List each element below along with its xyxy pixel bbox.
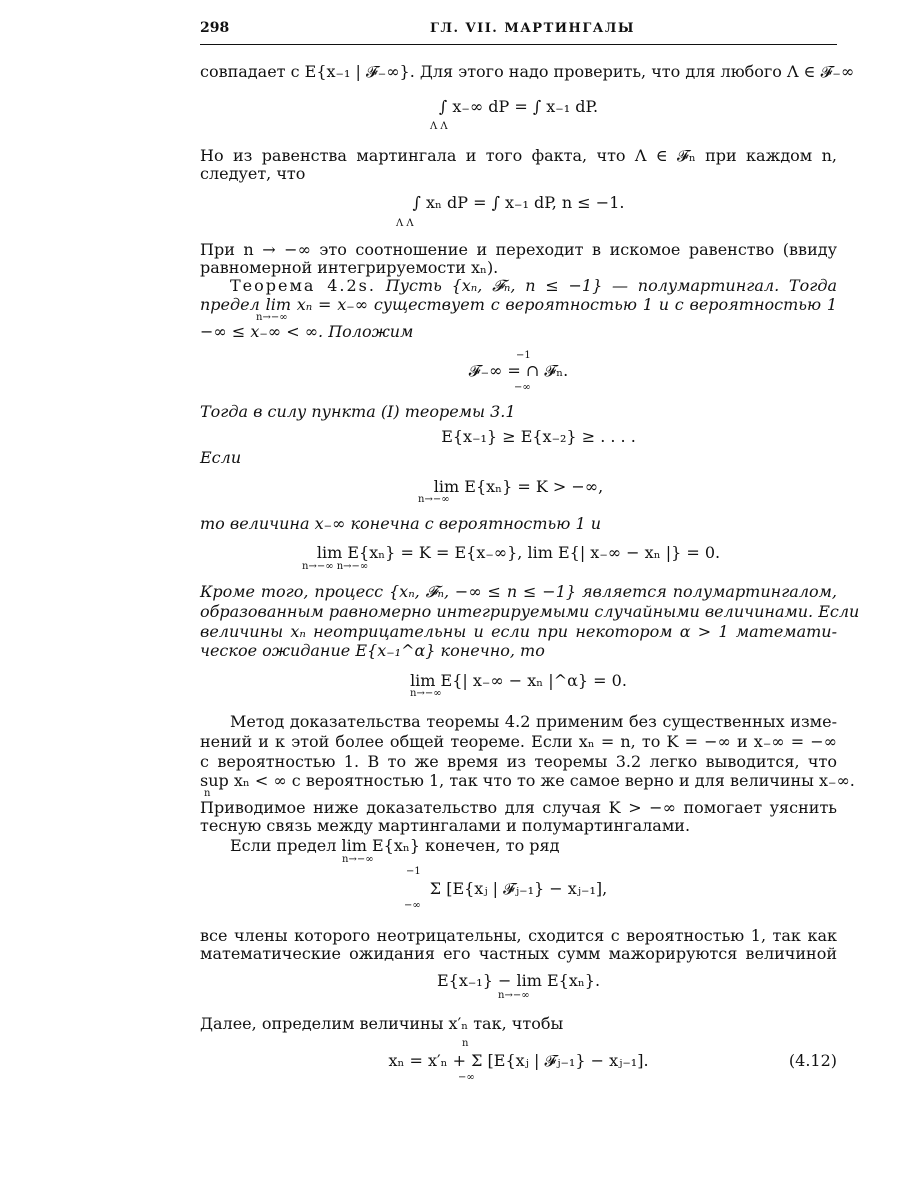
theorem-line: величины xₙ неотрицательны и если при некотором α > 1 математи- — [200, 622, 837, 641]
page-number: 298 — [200, 20, 230, 36]
text-line: следует, что — [200, 164, 306, 183]
equation: Σ [E{xⱼ | 𝓕ⱼ₋₁} − xⱼ₋₁], — [429, 879, 608, 898]
paragraph-line: математические ожидания его частных сумм мажорируются величиной — [200, 944, 837, 963]
theorem-line: образованным равномерно интегрируемыми случайными величинами. Если — [200, 602, 860, 621]
text-line: Но из равенства мартингала и того факта, что Λ ∈ 𝓕ₙ при каждом n, — [200, 146, 837, 165]
paragraph-line: sup xₙ < ∞ с вероятностью 1, так что то же самое верно и для величины x₋∞. — [200, 771, 855, 790]
text-line: совпадает с E{x₋₁ | 𝓕₋∞}. Для этого надо проверить, что для любого Λ ∈ 𝓕₋∞ — [200, 62, 855, 81]
theorem-text: Пусть {xₙ, 𝓕ₙ, n ≤ −1} — полумартингал. Тогда — [385, 276, 837, 295]
equation: 𝓕₋∞ = ∩ 𝓕ₙ. — [468, 361, 569, 380]
theorem-line: −∞ ≤ x₋∞ < ∞. Положим — [200, 322, 414, 341]
limit-subscript: n→−∞ — [342, 854, 374, 865]
equation: lim E{| x₋∞ − xₙ |^α} = 0. — [410, 671, 627, 690]
limit-subscript: n→−∞ — [256, 312, 288, 323]
page-header — [200, 20, 837, 44]
theorem-line: Если — [200, 448, 242, 467]
theorem-line: Тогда в силу пункта (I) теоремы 3.1 — [200, 402, 516, 421]
equation: E{x₋₁} − lim E{xₙ}. — [436, 971, 601, 990]
paragraph-line: Метод доказательства теоремы 4.2 применим без существенных изме- — [230, 712, 837, 731]
intersection-lower: −∞ — [514, 382, 531, 393]
equation-number: (4.12) — [788, 1051, 837, 1070]
theorem-line: ческое ожидание E{x₋₁^α} конечно, то — [200, 641, 545, 660]
integral-limits: Λ Λ — [430, 121, 448, 132]
paragraph-line: Приводимое ниже доказательство для случая K > −∞ помогает уяснить — [200, 798, 837, 817]
text-line: При n → −∞ это соотношение и переходит в искомое равенство (ввиду — [200, 240, 837, 259]
running-title: ГЛ. VII. МАРТИНГАЛЫ — [430, 21, 635, 36]
integral-limits: Λ Λ — [396, 218, 414, 229]
paragraph-line: Если предел lim E{xₙ} конечен, то ряд — [230, 836, 560, 855]
equation: ∫ xₙ dP = ∫ x₋₁ dP, n ≤ −1. — [412, 193, 625, 212]
equation-body: xₙ = x′ₙ + Σ [E{xⱼ | 𝓕ⱼ₋₁} − xⱼ₋₁]. — [388, 1051, 649, 1070]
sum-upper: −1 — [406, 866, 421, 877]
equation: lim E{xₙ} = K > −∞, — [433, 477, 604, 496]
limit-subscript: n→−∞ — [418, 494, 450, 505]
paragraph-line: с вероятностью 1. В то же время из теоремы 3.2 легко выводится, что — [200, 752, 837, 771]
paragraph-line: Далее, определим величины x′ₙ так, чтобы — [200, 1014, 564, 1033]
paragraph-line: все члены которого неотрицательны, сходится с вероятностью 1, так как — [200, 926, 837, 945]
equation: lim E{xₙ} = K = E{x₋∞}, lim E{| x₋∞ − xₙ |} = 0. — [316, 543, 721, 562]
sum-lower: −∞ — [458, 1072, 475, 1083]
theorem-heading — [200, 276, 837, 296]
theorem-line: то величина x₋∞ конечна с вероятностью 1 и — [200, 514, 602, 533]
theorem-line: Кроме того, процесс {xₙ, 𝓕ₙ, −∞ ≤ n ≤ −1} является полумартингалом, — [200, 582, 837, 601]
paragraph-line: нений и к этой более общей теореме. Если xₙ = n, то K = −∞ и x₋∞ = −∞ — [200, 732, 837, 751]
intersection-upper: −1 — [516, 350, 531, 361]
header-rule — [200, 44, 837, 45]
equation: ∫ x₋∞ dP = ∫ x₋₁ dP. — [438, 97, 599, 116]
equation: E{x₋₁} ≥ E{x₋₂} ≥ . . . . — [441, 427, 636, 446]
limit-subscript: n→−∞ n→−∞ — [302, 561, 369, 572]
paragraph-line: тесную связь между мартингалами и полумартингалами. — [200, 816, 691, 835]
limit-subscript: n→−∞ — [498, 990, 530, 1001]
theorem-line: предел lim xₙ = x₋∞ существует с вероятностью 1 и с вероятностью 1 — [200, 295, 837, 314]
text-line: равномерной интегрируемости xₙ). — [200, 258, 499, 277]
sum-lower: −∞ — [404, 900, 421, 911]
limit-subscript: n→−∞ — [410, 688, 442, 699]
theorem-label: Теорема 4.2s. — [230, 276, 376, 295]
numbered-equation — [200, 1050, 837, 1072]
sup-subscript: n — [204, 788, 211, 799]
sum-upper: n — [462, 1038, 469, 1049]
